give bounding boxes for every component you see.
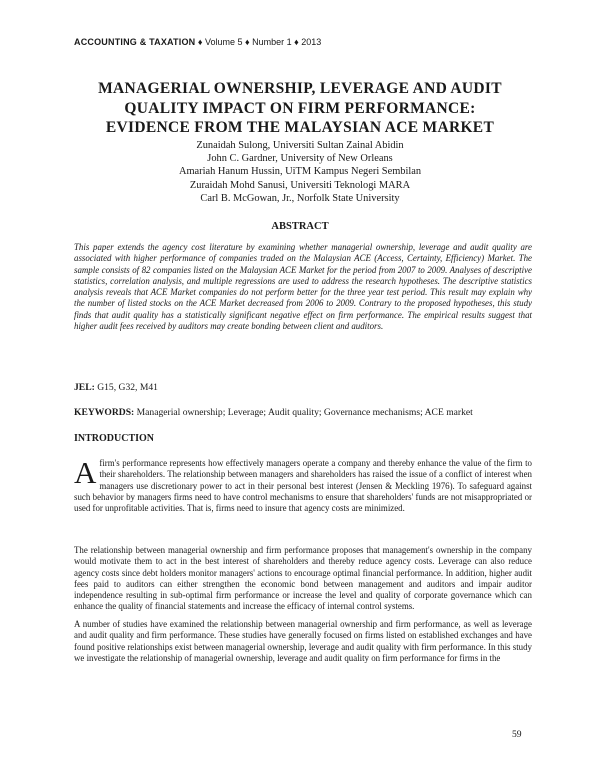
title-line: MANAGERIAL OWNERSHIP, LEVERAGE AND AUDIT xyxy=(98,80,502,97)
paper-title xyxy=(60,79,540,138)
intro-paragraph-1 xyxy=(74,455,532,514)
keywords-values: Managerial ownership; Leverage; Audit quality; Governance mechanisms; ACE market xyxy=(136,407,473,418)
header-separator: ♦ xyxy=(294,37,299,47)
journal-header xyxy=(74,37,321,47)
header-separator: ♦ xyxy=(245,37,250,47)
author-line: John C. Gardner, University of New Orleans xyxy=(207,153,393,165)
author-line: Carl B. McGowan, Jr., Norfolk State University xyxy=(200,192,400,204)
page-number: 59 xyxy=(512,729,522,740)
author-line: Zuraidah Mohd Sanusi, Universiti Teknologi MARA xyxy=(189,179,411,191)
author-line: Zunaidah Sulong, Universiti Sultan Zainal Abidin xyxy=(196,140,404,151)
introduction-heading: INTRODUCTION xyxy=(74,433,155,444)
title-line: QUALITY IMPACT ON FIRM PERFORMANCE: xyxy=(124,99,476,117)
abstract-heading: ABSTRACT xyxy=(271,221,329,232)
drop-cap: A xyxy=(74,455,97,490)
author-list xyxy=(100,139,500,205)
journal-name: ACCOUNTING & TAXATION xyxy=(74,37,196,47)
header-separator: ♦ xyxy=(197,37,203,47)
intro-paragraph-3: A number of studies have examined the relationship between managerial ownership and firm performance, as well as leverage and audit quality and firm performance. These studies have generally focused on firms listed on established exchanges and have found positive relationships exist between managerial ownership, leverage and audit quality with firm performance. In this study we investigate the relationship of managerial ownership, leverage and audit quality on firm performance for firms in the xyxy=(74,619,532,663)
journal-volume: Volume 5 xyxy=(204,37,243,47)
keywords xyxy=(74,407,473,418)
jel-values: G15, G32, M41 xyxy=(97,382,158,393)
title-line: EVIDENCE FROM THE MALAYSIAN ACE MARKET xyxy=(105,119,495,136)
abstract-text: This paper extends the agency cost literature by examining whether managerial ownership, leverage and audit quality are associated with higher performance of companies traded on the Malaysian ACE (Access, Certainty, Efficiency) Market. The sample consists of 82 companies listed on the Malaysian ACE Market for the period from 2007 to 2009. Analyses of descriptive statistics, correlation analysis, and multiple regressions are used to address the research hypotheses. The descriptive statistics analysis reveals that ACE Market companies do not perform better for the three year test period. This result may explain why the number of listed stocks on the ACE Market decreased from 2006 to 2009. Contrary to the proposed hypotheses, this study finds that audit quality has a statistically significant negative effect on firm performance. The empirical results suggest that higher audit fees received by auditors may create bonding between client and auditors. xyxy=(74,242,532,332)
jel-codes xyxy=(74,382,158,393)
journal-number: Number 1 xyxy=(252,37,292,47)
intro-paragraph-2: The relationship between managerial ownership and firm performance proposes that management's ownership in the company would motivate them to act in the best interest of shareholders and thereby reduce agency costs. Leverage can also reduce agency costs since debt holders monitor managers' actions to encourage optimal financial performance. In addition, higher audit fees paid to auditors can either strengthen the economic bond between management and auditors and impair auditor independence resulting in sub-optimal firm performance or increase the level and quality of corporate governance which can enhance the quality of financial statements and increase the efficacy of internal control systems. xyxy=(74,545,532,612)
journal-year: 2013 xyxy=(301,37,322,47)
paragraph-text: firm's performance represents how effectively managers operate a company and thereby enhance the value of the firm to their shareholders. The relationship between managers and shareholders has raised the issue of a conflict of interest when managers use discretionary power to act in their personal best interest (Jensen & Meckling 1976). To safeguard against such behavior by managers firms need to have control mechanisms to ensure that shareholders' funds are not misappropriated or used for unprofitable activities. That is, firms need to insure that agency costs are minimized. xyxy=(74,458,532,514)
keywords-label: KEYWORDS: xyxy=(74,407,135,418)
author-line: Amariah Hanum Hussin, UiTM Kampus Negeri Sembilan xyxy=(178,166,422,178)
jel-label: JEL: xyxy=(74,382,95,393)
